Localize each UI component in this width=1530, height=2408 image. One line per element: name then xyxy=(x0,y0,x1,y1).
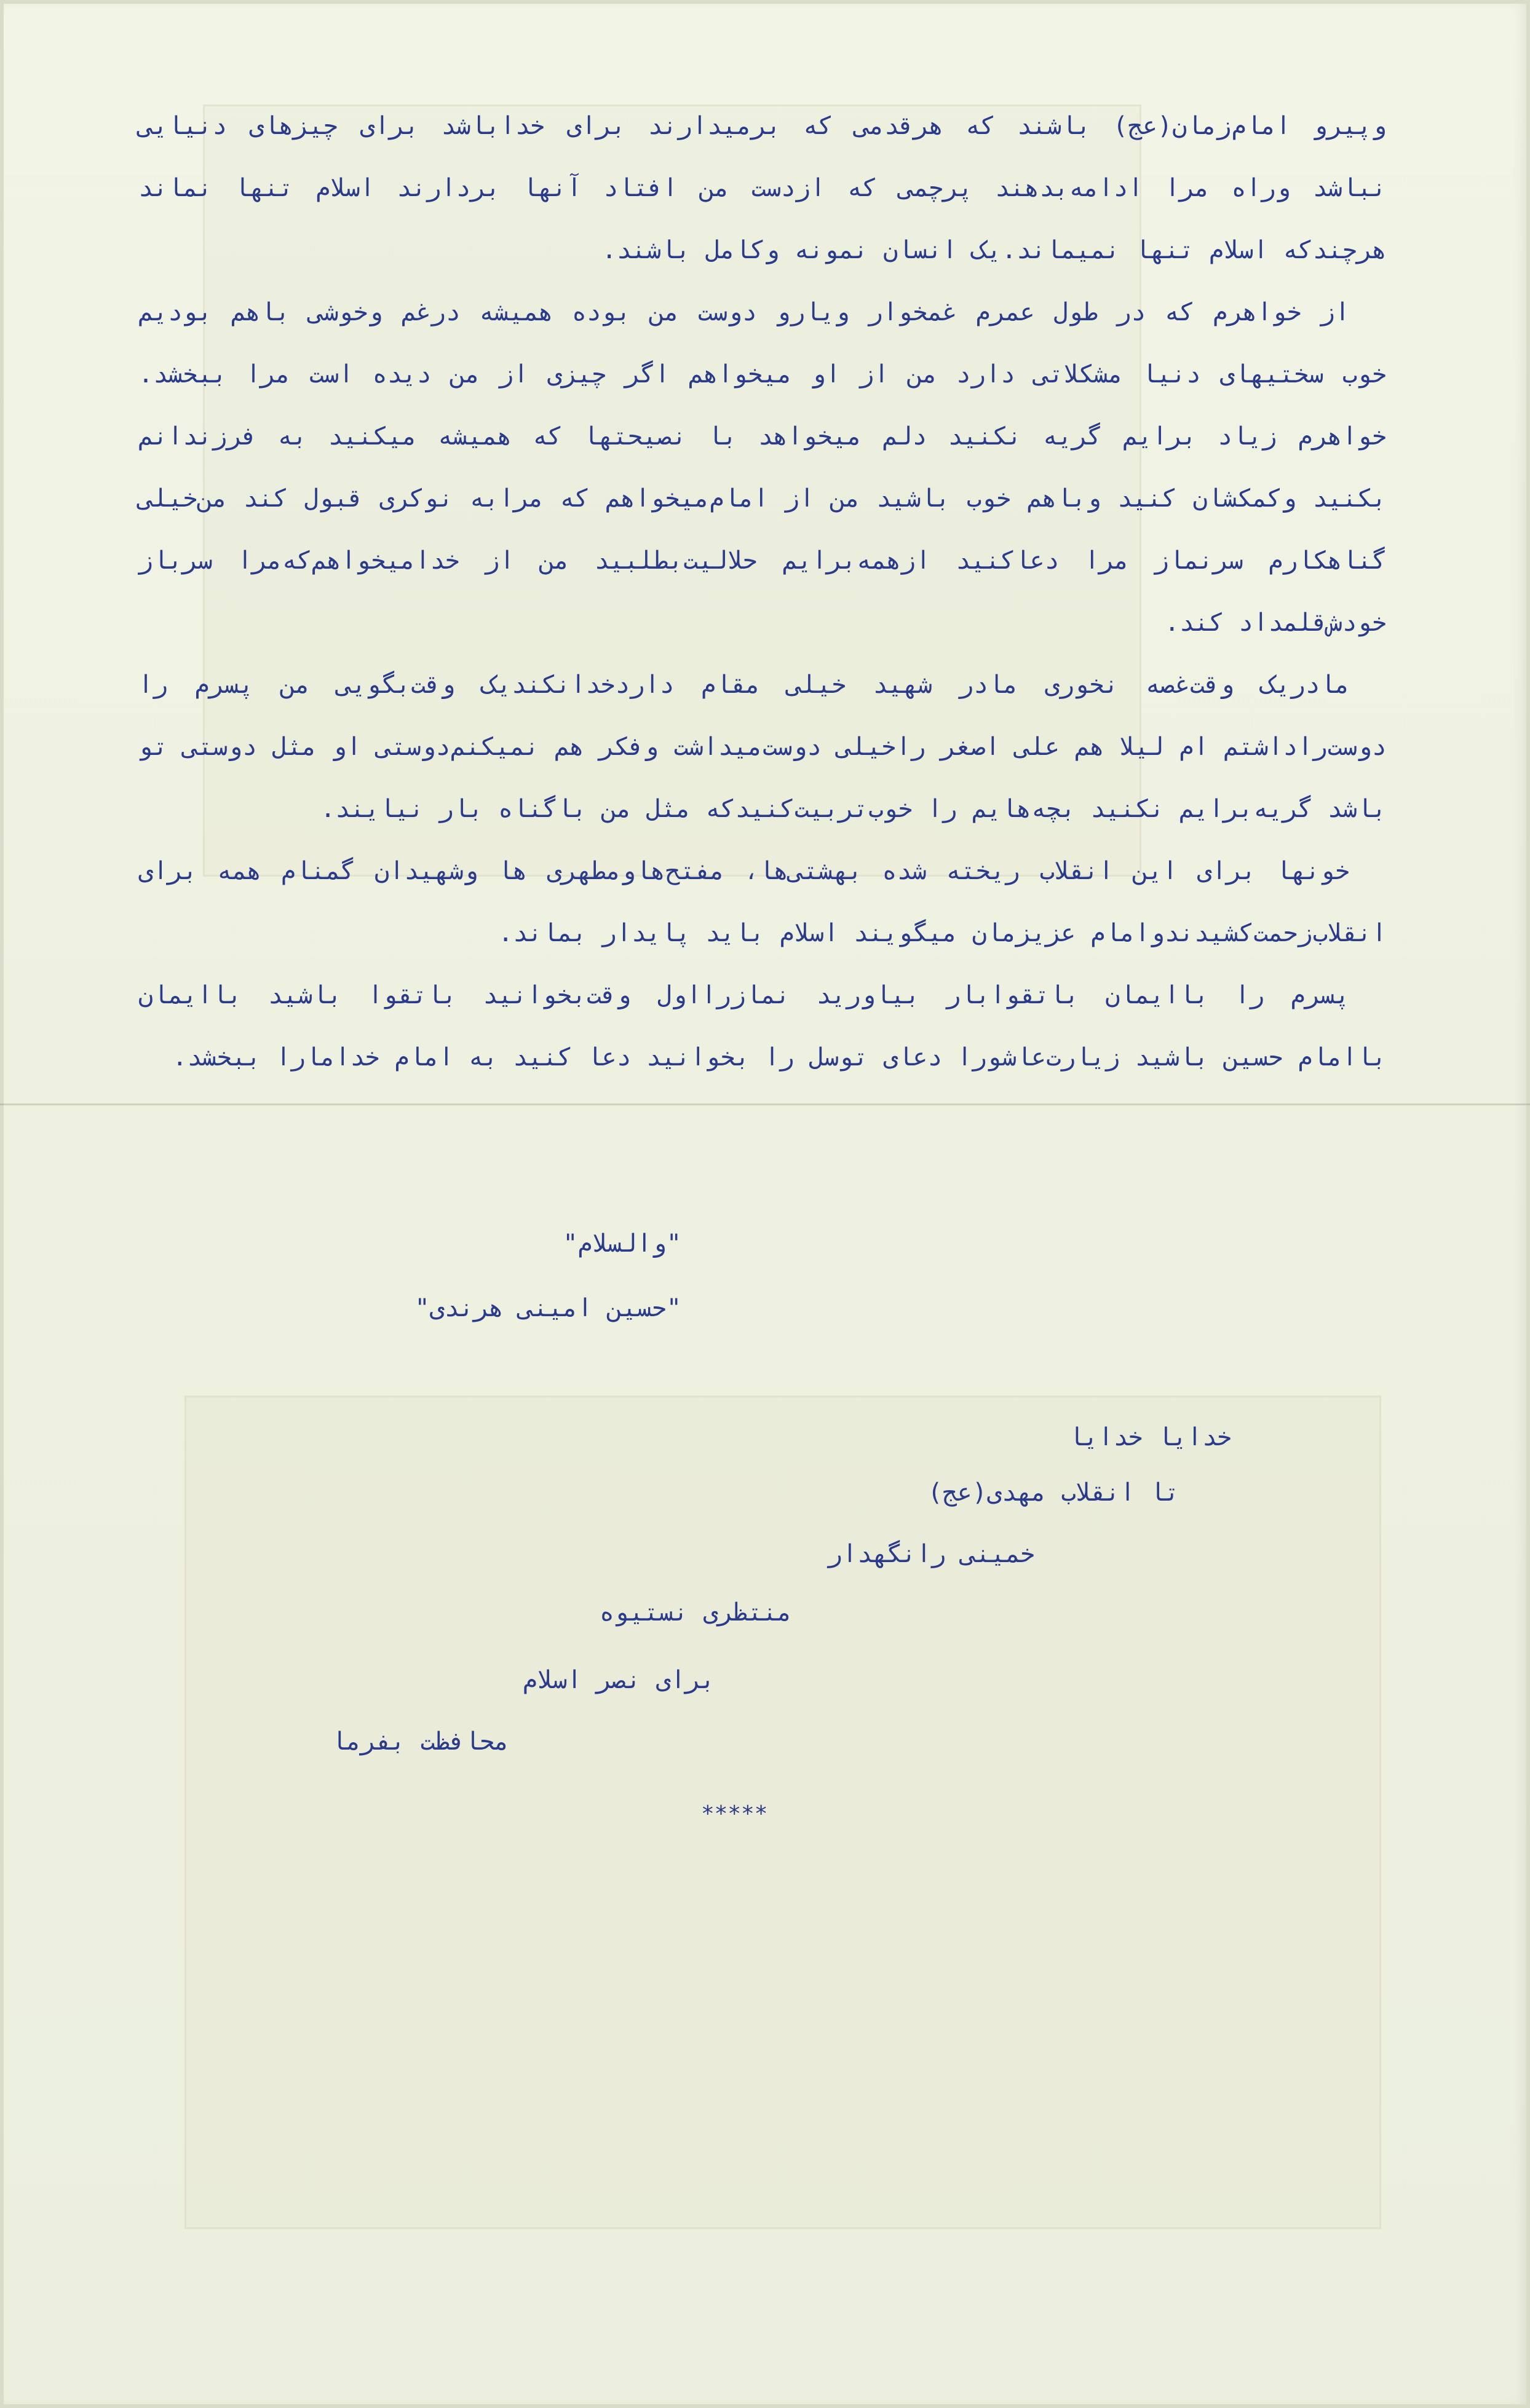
show-through-ghost-bottom xyxy=(184,1395,1381,2229)
poem-line-2: تا انقلاب مهدی(عج) xyxy=(927,1478,1179,1507)
paragraph-1: وپیرو امام‌زمان(عج) باشند که هرقدمی که برمیدارند برای خداباشد برای چیزهای دنیایی نباشد وراه مرا ادامه‌بدهند پرچمی که ازدست من افتاد آنها بردارند اسلام تنها نماند هرچندکه اسلام تنها نمیماند.یک انسان نمونه وکامل باشند. xyxy=(138,112,1387,264)
poem-line-5: برای نصر اسلام xyxy=(522,1666,715,1694)
paper-fold-line xyxy=(0,1103,1530,1105)
end-mark: ***** xyxy=(701,1801,768,1826)
poem-line-3: خمینی رانگهدار xyxy=(827,1540,1035,1568)
paragraph-4: خونها برای این انقلاب ریخته شده بهشتی‌ها، مفتح‌هاومطهری ها وشهیدان گمنام همه برای انقلاب‌زحمت‌کشیدندوامام عزیزمان میگویند اسلام باید پایدار بماند. xyxy=(138,857,1387,947)
poem-line-1: خدایا خدایا xyxy=(1069,1423,1232,1451)
paragraph-3: مادریک وقت‌غصه نخوری مادر شهید خیلی مقام داردخدانکندیک وقت‌بگویی من پسرم را دوست‌راداشتم ام لیلا هم علی اصغر راخیلی دوست‌میداشت وفکر هم نمیکنم‌دوستی او مثل دوستی تو باشد گریه‌برایم نکنید بچه‌هایم را خوب‌تربیت‌کنیدکه مثل من باگناه بار نیایند. xyxy=(138,671,1387,823)
poem-line-4: منتظری نستیوه xyxy=(599,1598,792,1627)
closing-salutation: "والسلام" xyxy=(563,1230,681,1258)
author-signature: "حسین امینی هرندی" xyxy=(414,1294,681,1322)
letter-body xyxy=(138,95,1387,1089)
paragraph-2: از خواهرم که در طول عمرم غمخوار ویارو دوست من بوده همیشه درغم وخوشی باهم بودیم خوب سختیهای دنیا مشکلاتی دارد من از او میخواهم اگر چیزی از من دیده است مرا ببخشد. خواهرم زیاد برایم گریه نکنید دلم میخواهد با نصیحتها که همیشه میکنید به فرزندانم بکنید وکمکشان کنید وباهم خوب باشید من از امام‌میخواهم که مرابه نوکری قبول کند من‌خیلی گناهکارم سرنماز مرا دعاکنید ازهمه‌برایم حلالیت‌بطلبید من از خدامیخواهم‌که‌مرا سرباز خودش‌قلمداد کند. xyxy=(138,298,1387,637)
paragraph-5: پسرم را باایمان باتقوابار بیاورید نمازرااول وقت‌بخوانید باتقوا باشید باایمان باامام حسین باشید زیارت‌عاشورا دعای توسل را بخوانید دعا کنید به امام خدامارا ببخشد. xyxy=(138,981,1387,1072)
poem-line-6: محافظت بفرما xyxy=(331,1727,509,1756)
